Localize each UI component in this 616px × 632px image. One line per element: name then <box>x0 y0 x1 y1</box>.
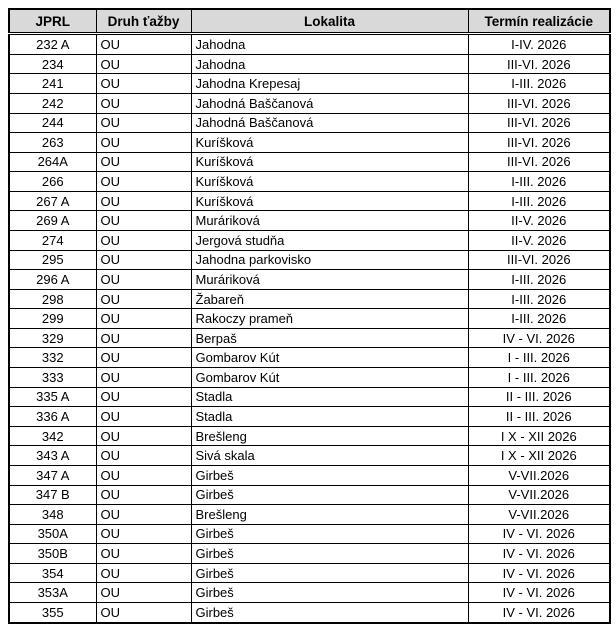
cell-termin: III-VI. 2026 <box>468 54 610 74</box>
cell-jprl: 353A <box>9 583 96 603</box>
cell-jprl: 263 <box>9 133 96 153</box>
cell-lokalita: Kuríšková <box>191 152 468 172</box>
cell-jprl: 299 <box>9 309 96 329</box>
cell-termin: I X - XII 2026 <box>468 426 610 446</box>
cell-jprl: 232 A <box>9 34 96 55</box>
table-row <box>9 74 610 94</box>
cell-jprl: 336 A <box>9 407 96 427</box>
cell-jprl: 234 <box>9 54 96 74</box>
cell-druh: OU <box>96 544 191 564</box>
cell-druh: OU <box>96 289 191 309</box>
table-row <box>9 113 610 133</box>
table-row <box>9 172 610 192</box>
cell-termin: V-VII.2026 <box>468 465 610 485</box>
table-row <box>9 270 610 290</box>
cell-jprl: 264A <box>9 152 96 172</box>
cell-termin: III-VI. 2026 <box>468 250 610 270</box>
cell-lokalita: Gombarov Kút <box>191 368 468 388</box>
cell-lokalita: Girbeš <box>191 465 468 485</box>
cell-lokalita: Muráriková <box>191 270 468 290</box>
cell-druh: OU <box>96 309 191 329</box>
cell-jprl: 342 <box>9 426 96 446</box>
cell-druh: OU <box>96 387 191 407</box>
cell-lokalita: Brešleng <box>191 426 468 446</box>
cell-druh: OU <box>96 485 191 505</box>
cell-druh: OU <box>96 407 191 427</box>
column-header-termin-realizacie: Termín realizácie <box>468 9 610 34</box>
cell-lokalita: Girbeš <box>191 524 468 544</box>
cell-lokalita: Rakoczy prameň <box>191 309 468 329</box>
table-row <box>9 603 610 624</box>
column-header-druh-tazby: Druh ťažby <box>96 9 191 34</box>
cell-lokalita: Jahodná Baščanová <box>191 113 468 133</box>
cell-druh: OU <box>96 348 191 368</box>
cell-jprl: 347 B <box>9 485 96 505</box>
cell-lokalita: Jahodna <box>191 54 468 74</box>
cell-jprl: 348 <box>9 505 96 525</box>
table-row <box>9 211 610 231</box>
cell-lokalita: Muráriková <box>191 211 468 231</box>
cell-termin: IV - VI. 2026 <box>468 544 610 564</box>
cell-lokalita: Jahodná Baščanová <box>191 93 468 113</box>
table-row <box>9 328 610 348</box>
cell-jprl: 332 <box>9 348 96 368</box>
table-row <box>9 231 610 251</box>
cell-lokalita: Žabareň <box>191 289 468 309</box>
cell-termin: IV - VI. 2026 <box>468 563 610 583</box>
table-row <box>9 465 610 485</box>
cell-termin: III-VI. 2026 <box>468 133 610 153</box>
cell-termin: IV - VI. 2026 <box>468 328 610 348</box>
table-row <box>9 407 610 427</box>
cell-termin: II-V. 2026 <box>468 211 610 231</box>
cell-jprl: 350A <box>9 524 96 544</box>
cell-jprl: 267 A <box>9 191 96 211</box>
cell-jprl: 343 A <box>9 446 96 466</box>
table-row <box>9 563 610 583</box>
cell-druh: OU <box>96 603 191 624</box>
cell-druh: OU <box>96 524 191 544</box>
cell-termin: I-III. 2026 <box>468 191 610 211</box>
cell-druh: OU <box>96 74 191 94</box>
cell-termin: IV - VI. 2026 <box>468 603 610 624</box>
cell-lokalita: Sivá skala <box>191 446 468 466</box>
cell-jprl: 274 <box>9 231 96 251</box>
cell-lokalita: Stadla <box>191 407 468 427</box>
table-row <box>9 348 610 368</box>
table-row <box>9 387 610 407</box>
cell-lokalita: Kuríšková <box>191 172 468 192</box>
table-row <box>9 54 610 74</box>
cell-termin: I-III. 2026 <box>468 172 610 192</box>
table-row <box>9 152 610 172</box>
cell-lokalita: Jahodna <box>191 34 468 55</box>
cell-lokalita: Berpaš <box>191 328 468 348</box>
cell-lokalita: Girbeš <box>191 603 468 624</box>
cell-druh: OU <box>96 54 191 74</box>
table-row <box>9 191 610 211</box>
cell-jprl: 355 <box>9 603 96 624</box>
cell-jprl: 241 <box>9 74 96 94</box>
cell-termin: II - III. 2026 <box>468 407 610 427</box>
table-row <box>9 309 610 329</box>
cell-termin: II - III. 2026 <box>468 387 610 407</box>
cell-termin: I-III. 2026 <box>468 309 610 329</box>
cell-jprl: 295 <box>9 250 96 270</box>
cell-jprl: 329 <box>9 328 96 348</box>
cell-termin: III-VI. 2026 <box>468 152 610 172</box>
cell-druh: OU <box>96 328 191 348</box>
cell-druh: OU <box>96 191 191 211</box>
table-row <box>9 34 610 55</box>
cell-termin: V-VII.2026 <box>468 505 610 525</box>
cell-termin: III-VI. 2026 <box>468 93 610 113</box>
table-row <box>9 368 610 388</box>
cell-druh: OU <box>96 270 191 290</box>
cell-jprl: 333 <box>9 368 96 388</box>
cell-jprl: 347 A <box>9 465 96 485</box>
cell-termin: I-III. 2026 <box>468 74 610 94</box>
cell-druh: OU <box>96 211 191 231</box>
cell-druh: OU <box>96 465 191 485</box>
cell-jprl: 350B <box>9 544 96 564</box>
cell-termin: I - III. 2026 <box>468 368 610 388</box>
column-header-jprl: JPRL <box>9 9 96 34</box>
cell-lokalita: Kuríšková <box>191 191 468 211</box>
cell-lokalita: Girbeš <box>191 544 468 564</box>
cell-druh: OU <box>96 368 191 388</box>
table-row <box>9 446 610 466</box>
cell-lokalita: Girbeš <box>191 485 468 505</box>
cell-lokalita: Girbeš <box>191 583 468 603</box>
cell-termin: I-III. 2026 <box>468 289 610 309</box>
table-row <box>9 289 610 309</box>
cell-termin: IV - VI. 2026 <box>468 583 610 603</box>
table-row <box>9 524 610 544</box>
cell-termin: I-III. 2026 <box>468 270 610 290</box>
cell-termin: II-V. 2026 <box>468 231 610 251</box>
cell-lokalita: Girbeš <box>191 563 468 583</box>
cell-termin: I X - XII 2026 <box>468 446 610 466</box>
cell-druh: OU <box>96 172 191 192</box>
cell-druh: OU <box>96 250 191 270</box>
table-row <box>9 505 610 525</box>
cell-jprl: 298 <box>9 289 96 309</box>
cell-druh: OU <box>96 446 191 466</box>
header-row <box>9 9 610 34</box>
cell-druh: OU <box>96 583 191 603</box>
cell-druh: OU <box>96 426 191 446</box>
cell-jprl: 269 A <box>9 211 96 231</box>
cell-druh: OU <box>96 113 191 133</box>
table-row <box>9 93 610 113</box>
cell-lokalita: Jahodna Krepesaj <box>191 74 468 94</box>
cell-jprl: 244 <box>9 113 96 133</box>
cell-jprl: 354 <box>9 563 96 583</box>
cell-druh: OU <box>96 563 191 583</box>
table-row <box>9 485 610 505</box>
cell-lokalita: Stadla <box>191 387 468 407</box>
harvest-schedule-table <box>8 8 611 624</box>
table-row <box>9 250 610 270</box>
cell-termin: III-VI. 2026 <box>468 113 610 133</box>
column-header-lokalita: Lokalita <box>191 9 468 34</box>
cell-termin: I-IV. 2026 <box>468 34 610 55</box>
table-row <box>9 133 610 153</box>
table-row <box>9 544 610 564</box>
table-row <box>9 426 610 446</box>
cell-druh: OU <box>96 34 191 55</box>
cell-druh: OU <box>96 152 191 172</box>
cell-termin: IV - VI. 2026 <box>468 524 610 544</box>
cell-lokalita: Kuríšková <box>191 133 468 153</box>
table-row <box>9 583 610 603</box>
cell-jprl: 296 A <box>9 270 96 290</box>
cell-jprl: 266 <box>9 172 96 192</box>
cell-jprl: 335 A <box>9 387 96 407</box>
cell-jprl: 242 <box>9 93 96 113</box>
cell-druh: OU <box>96 505 191 525</box>
cell-lokalita: Brešleng <box>191 505 468 525</box>
cell-lokalita: Jahodna parkovisko <box>191 250 468 270</box>
cell-lokalita: Gombarov Kút <box>191 348 468 368</box>
cell-druh: OU <box>96 231 191 251</box>
cell-druh: OU <box>96 133 191 153</box>
cell-termin: I - III. 2026 <box>468 348 610 368</box>
cell-termin: V-VII.2026 <box>468 485 610 505</box>
cell-druh: OU <box>96 93 191 113</box>
cell-lokalita: Jergová studňa <box>191 231 468 251</box>
